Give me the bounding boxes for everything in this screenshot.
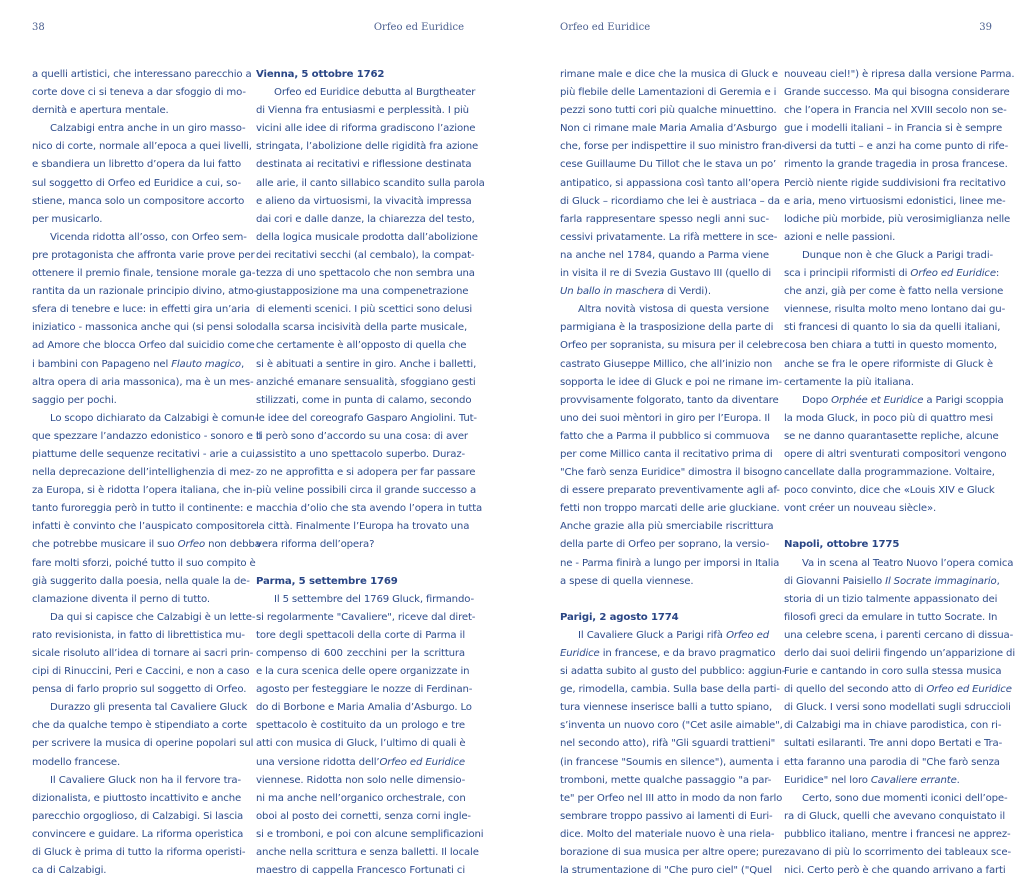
text-line: sti francesi di quanto lo sia da quelli italiani,	[784, 322, 1001, 334]
text-line: che anzi, già per come è fatto nella versione	[784, 286, 1004, 298]
text-line: (in francese "Soumis en silence"), aumenta i	[560, 756, 780, 768]
text-line: ni ma anche nell’organico orchestrale, con	[256, 792, 466, 804]
text-line: Il Cavaliere Gluck non ha il fervore tra-	[50, 774, 241, 786]
text-line: infatti è convinto che l’auspicato compositore	[32, 521, 257, 533]
text-line: di Gluck – ricordiamo che lei è austriaca – da	[560, 195, 780, 207]
text-line: Va in scena al Teatro Nuovo l’opera comica	[802, 557, 1014, 569]
text-line: zo ne approfitta e si adopera per far passare	[256, 467, 476, 479]
text-line: pre protagonista che affronta varie prove per	[32, 249, 255, 261]
text-line: Vicenda ridotta all’osso, con Orfeo sem-	[50, 231, 247, 243]
text-line: corte dove ci si teneva a dar sfoggio di mo-	[32, 87, 246, 99]
text-line: opere di altri sventurati compositori vengono	[784, 448, 1007, 460]
text-line: sultati esilaranti. Tre anni dopo Bertati e Tra-	[784, 738, 1003, 750]
text-line: cese Guillaume Du Tillot che le stava un po’	[560, 159, 777, 171]
page-number-right: 39	[979, 22, 992, 33]
text-line: sicale risoluto all’idea di tornare ai sacri prin-	[32, 648, 254, 659]
text-line: nici. Certo però è che quando arrivano a farti	[784, 865, 1006, 877]
text-line: zavano di più lo scorrimento dei tableaux sce-	[784, 847, 1011, 859]
text-line: e sbandiera un libretto d’opera da lui fatto	[32, 159, 241, 171]
text-line: Il 5 settembre del 1769 Gluck, firmando-	[274, 593, 474, 605]
text-line: na anche nel 1784, quando a Parma viene	[560, 249, 769, 261]
section-heading: Napoli, ottobre 1775	[784, 539, 900, 551]
text-line: stringata, l’abolizione delle rigidità fra azione	[256, 141, 479, 153]
text-line: una versione ridotta dell’Orfeo ed Euridice	[256, 756, 465, 768]
text-line: di elementi scenici. I più scettici sono delusi	[256, 304, 473, 316]
text-line: si regolarmente "Cavaliere", riceve dal diret-	[256, 611, 476, 623]
text-line: fetti non troppo marcati delle arie gluckiane.	[560, 503, 780, 515]
text-line: si adatta subito al gusto del pubblico: aggiun-	[560, 666, 786, 678]
text-line: nico di corte, normale all’epoca a quei livelli,	[32, 141, 252, 153]
text-line: ad Amore che blocca Orfeo dal suicidio come	[32, 340, 255, 352]
text-line: s’inventa un nuovo coro ("Cet asile aimable",	[560, 720, 783, 732]
text-line: e aria, meno virtuosismi edonistici, linee me-	[784, 195, 1006, 207]
text-line: si è abituati a sentire in giro. Anche i balletti,	[256, 358, 477, 370]
text-line: della logica musicale prodotta dall’abolizione	[256, 231, 478, 243]
text-line: dizionalista, e piuttosto incattivito e anche	[32, 792, 242, 804]
text-line: per scrivere la musica di operine popolari sul	[32, 738, 254, 750]
text-line: que spezzare l’andazzo edonistico - sonoro e il	[32, 430, 262, 442]
text-line: che potrebbe musicare il suo Orfeo non debba	[32, 539, 261, 551]
text-line: già suggerito dalla poesia, nella quale la de-	[32, 575, 250, 587]
section-heading: Vienna, 5 ottobre 1762	[256, 69, 385, 80]
text-line: dice. Molto del materiale nuovo è una riela-	[560, 828, 775, 840]
text-line: vont créer un nouveau siècle».	[784, 503, 937, 515]
text-line: per musicarlo.	[32, 213, 103, 225]
text-line: Furie e cantando in coro sulla stessa musica	[784, 666, 1002, 678]
text-line: sembrare troppo passivo ai lamenti di Euri-	[560, 810, 773, 822]
text-line: gue i modelli italiani – in Francia si è sempre	[784, 123, 1003, 135]
text-line: di Gluck. I versi sono modellati sugli sdruccioli	[784, 702, 1011, 714]
text-line: di Vienna fra entusiasmi e perplessità. I più	[256, 105, 469, 117]
text-line: Perciò niente rigide suddivisioni fra recitativo	[784, 177, 1006, 189]
text-line: vera riforma dell’opera?	[256, 539, 375, 551]
text-line: una celebre scena, i parenti cercano di dissua-	[784, 629, 1014, 641]
text-line: saggio per pochi.	[32, 394, 117, 406]
text-line: se ne danno quarantasette repliche, alcune	[784, 430, 999, 442]
text-line: tromboni, mette qualche passaggio "a par-	[560, 774, 772, 786]
text-line: Altra novità vistosa di questa versione	[578, 304, 769, 316]
text-line: ge, rimodella, cambia. Sulla base della parti-	[560, 684, 780, 696]
text-line: nouveau ciel!") è ripresa dalla versione Parma.	[784, 69, 1015, 80]
section-gap	[784, 518, 993, 536]
text-line: parecchio orgoglioso, di Calzabigi. Si lascia	[32, 810, 244, 822]
text-line: Da qui si capisce che Calzabigi è un lette-	[50, 611, 256, 623]
text-line: azioni e nelle passioni.	[784, 231, 896, 243]
text-line: "Che farò senza Euridice" dimostra il bisogno	[560, 467, 783, 479]
text-line: pubblico italiano, mentre i francesi ne apprez-	[784, 828, 1011, 840]
text-line: poco convinto, dice che «Louis XIV e Gluck	[784, 485, 995, 497]
text-line: sfera di tenebre e luce: in effetti gira un’aria	[32, 304, 250, 316]
text-line: sul soggetto di Orfeo ed Euridice a cui, so-	[32, 177, 241, 189]
text-line: Anche grazie alla più smerciabile riscrittura	[560, 521, 774, 533]
text-column-2	[256, 66, 485, 880]
text-line: nella deprecazione dell’intellighenzia di mez-	[32, 467, 254, 479]
text-line: di Gluck è prima di tutto la riforma operisti-	[32, 847, 246, 859]
text-line: Durazzo gli presenta tal Cavaliere Gluck	[50, 702, 248, 714]
text-line: tezza di uno spettacolo che non sembra una	[256, 268, 475, 280]
section-gap	[560, 591, 769, 609]
running-title-right: Orfeo ed Euridice	[560, 22, 651, 33]
text-line: te" per Orfeo nel III atto in modo da non farlo	[560, 792, 783, 804]
text-line: per come Millico canta il recitativo prima di	[560, 448, 773, 460]
text-line: fare molti sforzi, poiché tutto il suo compito è	[32, 557, 256, 569]
text-line: dernità e apertura mentale.	[32, 105, 169, 117]
text-line: ottenere il premio finale, tensione morale ga-	[32, 268, 256, 280]
text-line: altra opera di aria massonica), ma è un mes-	[32, 376, 254, 388]
text-line: ra di Gluck, quelli che avevano conquistato il	[784, 810, 1005, 822]
text-line: agosto per festeggiare le nozze di Ferdinan-	[256, 684, 473, 696]
text-line: alle arie, il canto sillabico scandito sulla parola	[256, 177, 485, 189]
text-line: rato revisionista, in fatto di librettistica mu-	[32, 629, 245, 641]
text-line: cessivi privatamente. La rifà mettere in sce-	[560, 231, 778, 243]
text-line: Un ballo in maschera di Verdi).	[560, 286, 711, 298]
section-gap	[256, 555, 465, 573]
text-line: Non ci rimane male Maria Amalia d’Asburgo	[560, 123, 777, 135]
text-line: Calzabigi entra anche in un giro masso-	[50, 123, 246, 135]
text-line: di essere preparato preventivamente agli af-	[560, 485, 780, 497]
text-line: convincere e guidare. La riforma operistica	[32, 828, 244, 840]
text-line: dei recitativi secchi (al cembalo), la compat-	[256, 249, 475, 261]
text-line: rimento la grande tragedia in prosa francese.	[784, 159, 1008, 171]
text-line: anche nella scrittura e senza balletti. Il locale	[256, 847, 479, 859]
section-heading: Parigi, 2 agosto 1774	[560, 611, 679, 623]
text-line: che da qualche tempo è stipendiato a corte	[32, 720, 248, 732]
text-line: farla rappresentare spesso negli anni suc-	[560, 213, 769, 225]
text-line: Euridice" nel loro Cavaliere errante.	[784, 774, 960, 786]
text-line: Il Cavaliere Gluck a Parigi rifà Orfeo ed	[578, 629, 770, 641]
text-line: vicini alle idee di riforma gradiscono l’azione	[256, 123, 476, 135]
text-line: lodiche più morbide, più verosimiglianza nelle	[784, 213, 1011, 225]
text-line: che, forse per indispettire il suo ministro fran-	[560, 141, 785, 153]
text-line: fatto che a Parma il pubblico si commuova	[560, 430, 770, 442]
text-line: macchia d’olio che sta avendo l’opera in tutta	[256, 503, 483, 515]
text-line: dai cori e dalle danze, la chiarezza del testo,	[256, 213, 475, 225]
text-line: uno dei suoi mèntori in giro per l’Europa. Il	[560, 412, 770, 424]
text-line: giustapposizione ma una compenetrazione	[256, 286, 469, 298]
text-line: in visita il re di Svezia Gustavo III (quello di	[560, 268, 772, 280]
text-line: Orfeo per sopranista, su misura per il celebre	[560, 340, 784, 352]
text-line: di Giovanni Paisiello Il Socrate immaginario,	[784, 575, 1000, 587]
text-line: destinata ai recitativi e riflessione destinata	[256, 159, 472, 171]
text-line: spettacolo è costituito da un prologo e tre	[256, 720, 465, 732]
text-line: ti però sono d’accordo su una cosa: di aver	[256, 430, 468, 442]
text-line: Dunque non è che Gluck a Parigi tradi-	[802, 249, 993, 261]
text-line: anziché emanare sensualità, sfoggiano gesti	[256, 376, 476, 388]
text-line: rimane male e dice che la musica di Gluck e	[560, 69, 778, 80]
text-line: dalla scarsa incisività della parte musicale,	[256, 322, 468, 334]
page-number-left: 38	[32, 22, 45, 33]
text-line: più veline possibili circa il grande successo a	[256, 485, 477, 497]
text-line: nel secondo atto), rifà "Gli sguardi trattieni"	[560, 738, 776, 750]
text-line: storia di un tizio talmente appassionato dei	[784, 593, 998, 605]
text-line: della parte di Orfeo per soprano, la versio-	[560, 539, 770, 551]
text-line: borazione di sua musica per altre opere; pure	[560, 847, 785, 859]
text-line: anche se fra le opere riformiste di Gluck è	[784, 358, 993, 370]
text-line: compenso di 600 zecchini per la scrittura	[256, 648, 465, 659]
text-line: piattume delle sequenze recitativi - arie a cui,	[32, 448, 258, 460]
running-title-left: Orfeo ed Euridice	[373, 22, 464, 33]
text-line: e la cura scenica delle opere organizzate in	[256, 666, 470, 678]
text-line: derlo dai suoi delirii fingendo un’apparizione di	[784, 648, 1015, 659]
text-column-1	[32, 66, 262, 880]
text-line: clamazione diventa il perno di tutto.	[32, 593, 210, 605]
text-column-4	[784, 66, 1015, 880]
text-line: la moda Gluck, in poco più di quattro mesi	[784, 412, 993, 424]
text-line: assistito a uno spettacolo superbo. Duraz-	[256, 448, 465, 460]
text-line: le idee del coreografo Gasparo Angiolini. Tut-	[256, 412, 477, 424]
text-line: atti con musica di Gluck, l’ultimo di quali è	[256, 738, 466, 750]
text-line: modello francese.	[32, 756, 121, 768]
text-line: Lo scopo dichiarato da Calzabigi è comun-	[50, 412, 259, 424]
text-line: pensa di farlo proprio sul soggetto di Orfeo.	[32, 684, 247, 696]
text-line: cancellate dalla programmazione. Voltaire,	[784, 467, 995, 479]
text-line: pezzi sono tutti cori più qualche minuettino.	[560, 105, 777, 117]
text-line: di quello del secondo atto di Orfeo ed Euridice	[784, 684, 1012, 696]
text-line: di Calzabigi ma in chiave parodistica, con ri-	[784, 720, 1002, 732]
text-line: stiene, manca solo un compositore accorto	[32, 195, 245, 207]
text-line: do di Borbone e Maria Amalia d’Asburgo. Lo	[256, 702, 472, 714]
text-line: iniziatico - massonica anche qui (si pensi solo	[32, 322, 257, 334]
text-line: Dopo Orphée et Euridice a Parigi scoppia	[802, 394, 1004, 406]
text-line: i bambini con Papageno nel Flauto magico,	[32, 358, 245, 370]
text-line: ne - Parma finirà a lungo per imporsi in Italia	[560, 557, 780, 569]
text-line: a spese di quella viennese.	[560, 575, 694, 587]
section-heading: Parma, 5 settembre 1769	[256, 575, 398, 587]
text-line: certamente la più italiana.	[784, 376, 914, 388]
text-line: e alieno da virtuosismi, la vivacità impressa	[256, 195, 472, 207]
text-line: antipatico, si appassiona così tanto all’opera	[560, 177, 780, 189]
text-line: stilizzati, come in punta di calamo, secondo	[256, 394, 472, 406]
text-line: parmigiana è la trasposizione della parte di	[560, 322, 774, 334]
text-line: Euridice in francese, e da bravo pragmatico	[560, 648, 776, 659]
text-line: sca i principii riformisti di Orfeo ed Euridice:	[784, 268, 1000, 280]
text-line: tanto furoreggia però in tutto il continente: e	[32, 503, 253, 515]
text-column-3	[560, 66, 786, 880]
text-line: Orfeo ed Euridice debutta al Burgtheater	[274, 87, 476, 99]
text-line: viennese. Ridotta non solo nelle dimensio-	[256, 774, 466, 786]
text-line: si e tromboni, e poi con alcune semplificazioni	[256, 828, 484, 840]
text-line: castrato Giuseppe Millico, che all’inizio non	[560, 358, 773, 370]
text-line: ca di Calzabigi.	[32, 865, 107, 877]
text-line: oboi al posto dei cornetti, senza corni ingle-	[256, 810, 471, 822]
text-line: cosa ben chiara a tutti in questo momento,	[784, 340, 997, 352]
text-line: Certo, sono due momenti iconici dell’ope-	[802, 792, 1008, 804]
text-line: sopporta le idee di Gluck e poi ne rimane im-	[560, 376, 782, 388]
text-line: Grande successo. Ma qui bisogna considerare	[784, 87, 1010, 99]
text-line: che l’opera in Francia nel XVIII secolo non se-	[784, 105, 1007, 117]
text-line: più flebile delle Lamentazioni di Geremia e i	[560, 87, 777, 99]
text-line: rantita da un razionale principio divino, atmo-	[32, 286, 258, 298]
text-line: viennese, risulta molto meno lontano dai gu-	[784, 304, 1006, 316]
text-line: provvisamente folgorato, tanto da diventare	[560, 394, 779, 406]
text-line: tore degli spettacoli della corte di Parma il	[256, 629, 465, 641]
text-line: a quelli artistici, che interessano parecchio a	[32, 69, 252, 80]
text-line: che certamente è all’opposto di quella che	[256, 340, 467, 352]
text-line: diversi da tutti – e anzi ha come punto di rife-	[784, 141, 1009, 153]
text-line: la strumentazione di "Che puro ciel" ("Quel	[560, 865, 773, 877]
text-line: tura viennese inserisce balli a tutto spiano,	[560, 702, 773, 714]
text-line: etta faranno una parodia di "Che farò senza	[784, 756, 1000, 768]
text-line: za Europa, si è ridotta l’opera italiana, che in-	[32, 485, 256, 497]
text-line: cipi di Rinuccini, Peri e Caccini, e non a caso	[32, 666, 250, 678]
text-line: filosofi greci da emulare in tutto Socrate. In	[784, 611, 998, 623]
text-line: la città. Finalmente l’Europa ha trovato una	[256, 521, 470, 533]
text-line: maestro di cappella Francesco Fortunati ci	[256, 865, 465, 877]
